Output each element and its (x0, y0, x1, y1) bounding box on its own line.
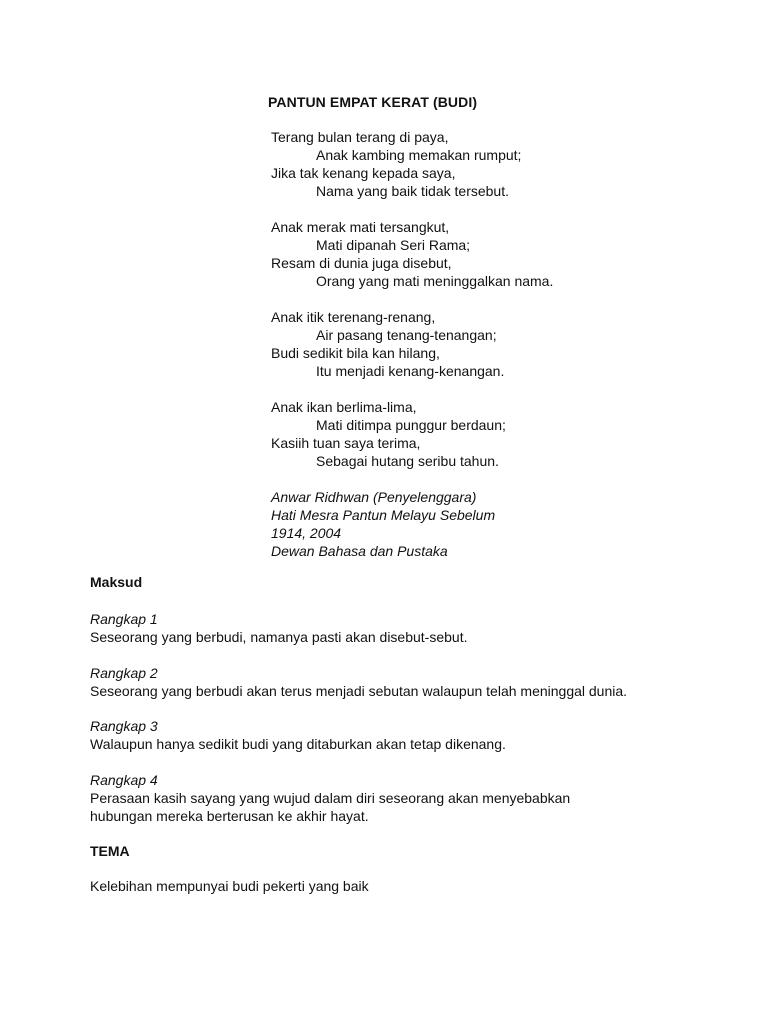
poem-line: Jika tak kenang kepada saya, (271, 165, 456, 181)
rangkap-label: Rangkap 3 (90, 718, 158, 734)
poem-line: Sebagai hutang seribu tahun. (316, 453, 499, 469)
tema-heading: TEMA (90, 843, 130, 859)
poem-line: Budi sedikit bila kan hilang, (271, 345, 440, 361)
stanza-2 (271, 218, 553, 290)
rangkap-label: Rangkap 4 (90, 772, 158, 788)
source-line: Anwar Ridhwan (Penyelenggara) (271, 489, 477, 505)
rangkap-label: Rangkap 2 (90, 665, 158, 681)
poem-line: Orang yang mati meninggalkan nama. (316, 273, 554, 289)
rangkap-text: hubungan mereka berterusan ke akhir hayat. (90, 808, 369, 824)
source-line: Hati Mesra Pantun Melayu Sebelum (271, 507, 496, 523)
maksud-heading: Maksud (90, 574, 143, 590)
poem-line: Air pasang tenang-tenangan; (316, 327, 497, 343)
poem-line: Anak itik terenang-renang, (271, 309, 436, 325)
stanza-1 (271, 128, 553, 200)
source-citation (271, 488, 553, 560)
rangkap-text: Seseorang yang berbudi akan terus menjadi sebutan walaupun telah meninggal dunia. (90, 683, 628, 699)
source-line: 1914, 2004 (271, 525, 342, 541)
stanza-3 (271, 308, 553, 380)
poem-line: Mati ditimpa punggur berdaun; (316, 417, 506, 433)
poem-line: Resam di dunia juga disebut, (271, 255, 452, 271)
poem-line: Kasiih tuan saya terima, (271, 435, 421, 451)
rangkap-4-meaning (90, 771, 730, 825)
rangkap-3-meaning (90, 717, 730, 753)
poem-line: Terang bulan terang di paya, (271, 129, 449, 145)
tema-text: Kelebihan mempunyai budi pekerti yang baik (90, 878, 369, 894)
rangkap-text: Seseorang yang berbudi, namanya pasti akan disebut-sebut. (90, 629, 468, 645)
pantun-poem (271, 128, 553, 560)
poem-line: Nama yang baik tidak tersebut. (316, 183, 509, 199)
poem-line: Mati dipanah Seri Rama; (316, 237, 471, 253)
rangkap-text: Walaupun hanya sedikit budi yang ditaburkan akan tetap dikenang. (90, 736, 506, 752)
rangkap-1-meaning (90, 610, 730, 646)
stanza-4 (271, 398, 553, 470)
poem-line: Anak merak mati tersangkut, (271, 219, 450, 235)
rangkap-text: Perasaan kasih sayang yang wujud dalam diri seseorang akan menyebabkan (90, 790, 571, 806)
source-line: Dewan Bahasa dan Pustaka (271, 543, 448, 559)
page-title: PANTUN EMPAT KERAT (BUDI) (268, 94, 478, 110)
rangkap-2-meaning (90, 664, 730, 700)
poem-line: Itu menjadi kenang-kenangan. (316, 363, 505, 379)
poem-line: Anak kambing memakan rumput; (316, 147, 522, 163)
poem-line: Anak ikan berlima-lima, (271, 399, 417, 415)
rangkap-label: Rangkap 1 (90, 611, 158, 627)
